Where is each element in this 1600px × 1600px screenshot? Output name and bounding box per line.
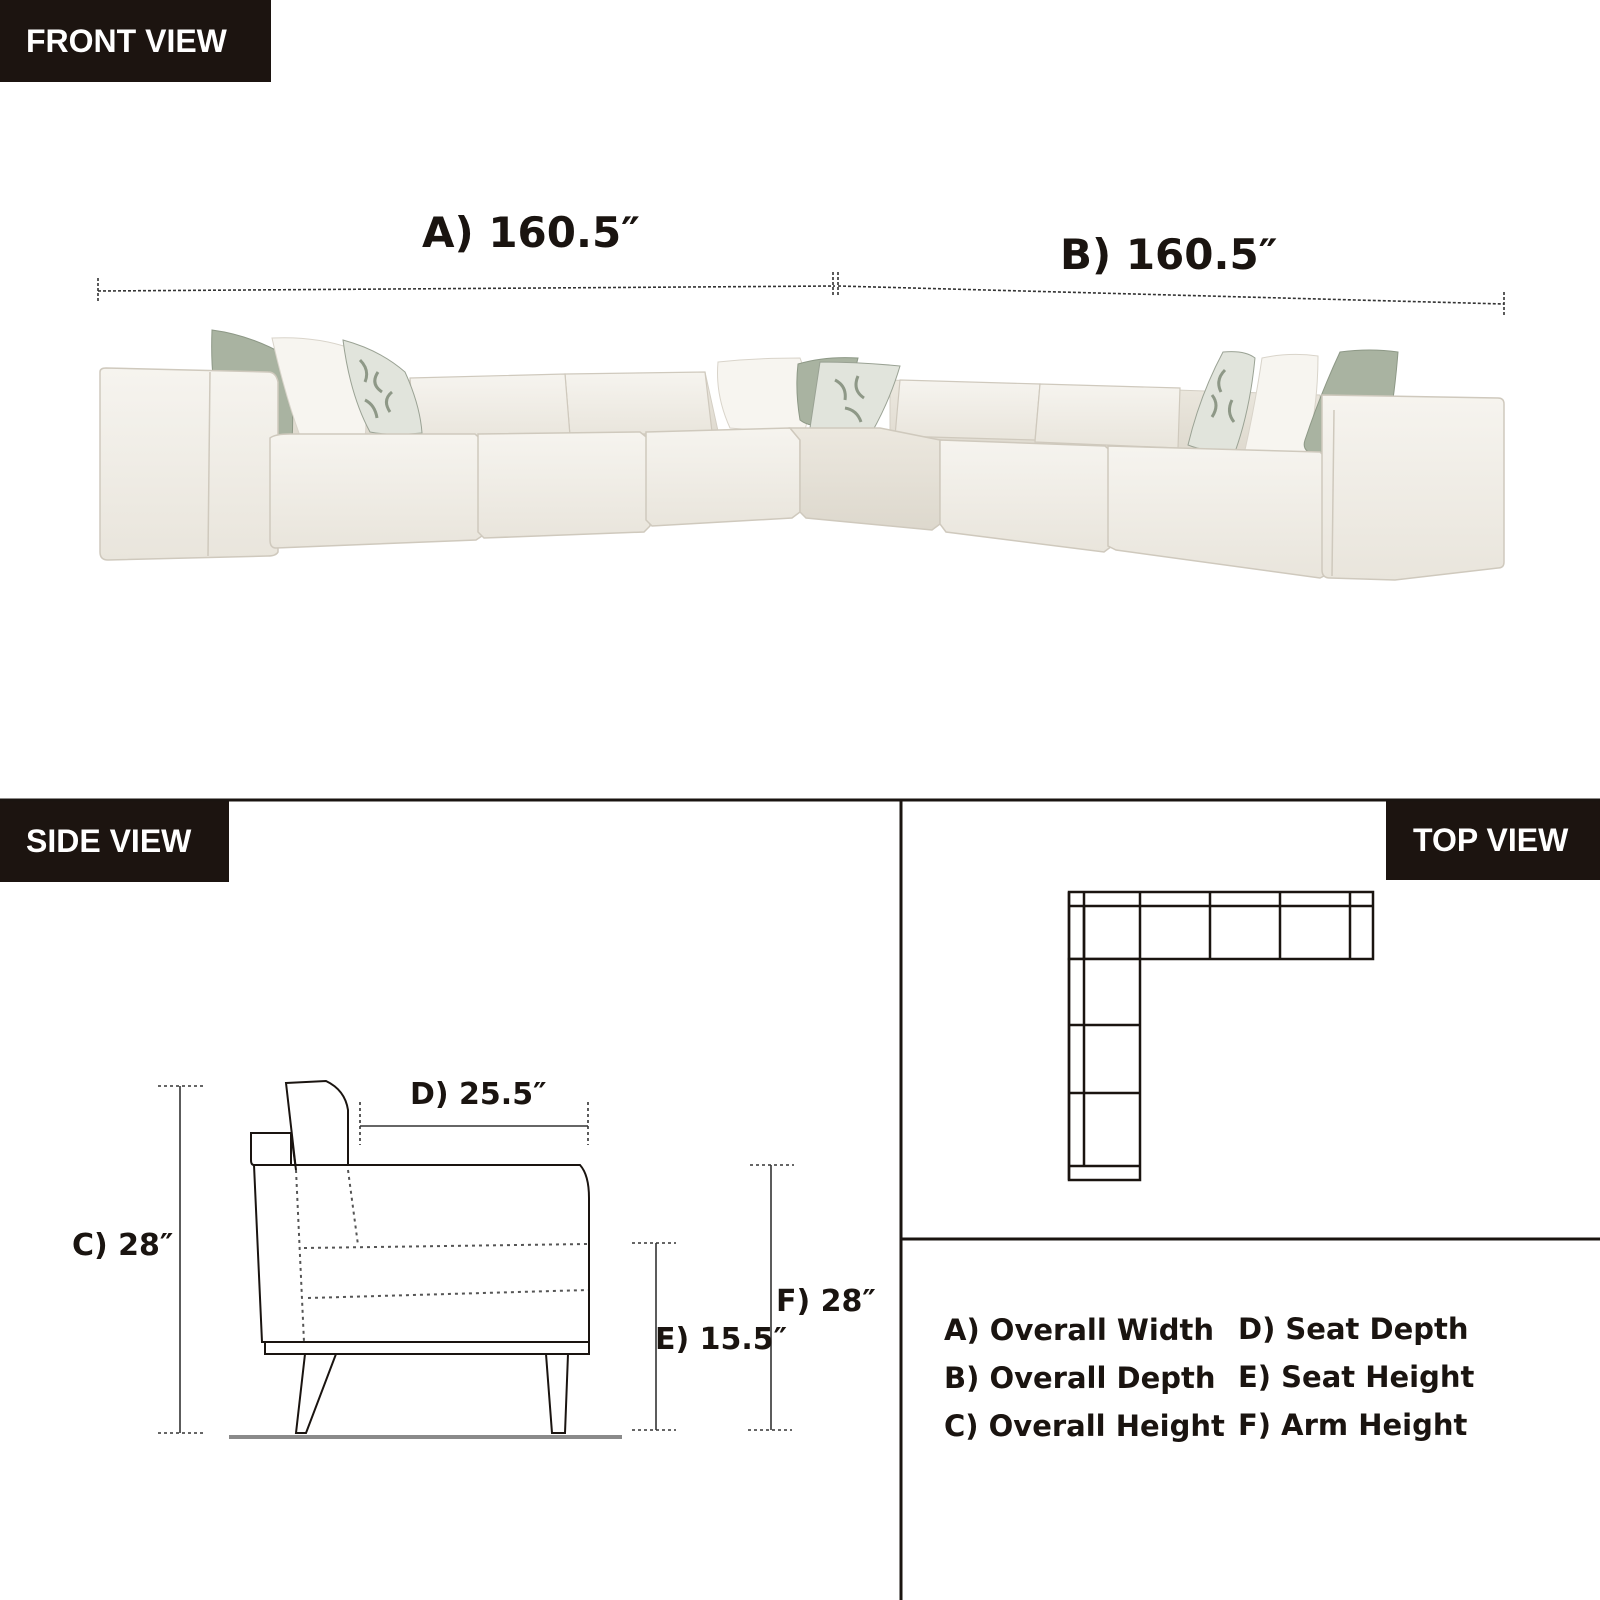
dimension-label-a: A) 160.5″ <box>422 208 640 257</box>
legend-item: F) Arm Height <box>1238 1408 1468 1442</box>
legend-item: B) Overall Depth <box>944 1361 1216 1395</box>
dimension-label-b: B) 160.5″ <box>1060 230 1278 279</box>
top-view-tag: TOP VIEW <box>1386 800 1600 880</box>
legend-item: E) Seat Height <box>1238 1360 1475 1394</box>
dimension-label-d: D) 25.5″ <box>410 1077 547 1112</box>
legend-item: C) Overall Height <box>944 1409 1225 1443</box>
front-dimension-lines <box>98 272 1504 316</box>
front-view-tag: FRONT VIEW <box>0 0 271 82</box>
legend-right-column <box>1238 1305 1474 1449</box>
legend-left-column <box>944 1306 1225 1450</box>
dimension-label-e: E) 15.5″ <box>655 1322 788 1357</box>
side-view-tag: SIDE VIEW <box>0 800 229 882</box>
legend-item: A) Overall Width <box>944 1313 1215 1347</box>
side-view-drawing <box>251 1081 589 1433</box>
legend-item: D) Seat Depth <box>1238 1312 1469 1346</box>
dimension-label-f: F) 28″ <box>776 1284 876 1319</box>
sectional-sofa-illustration <box>100 330 1504 580</box>
dimension-label-c: C) 28″ <box>72 1228 174 1263</box>
top-view-plan <box>1069 892 1373 1180</box>
